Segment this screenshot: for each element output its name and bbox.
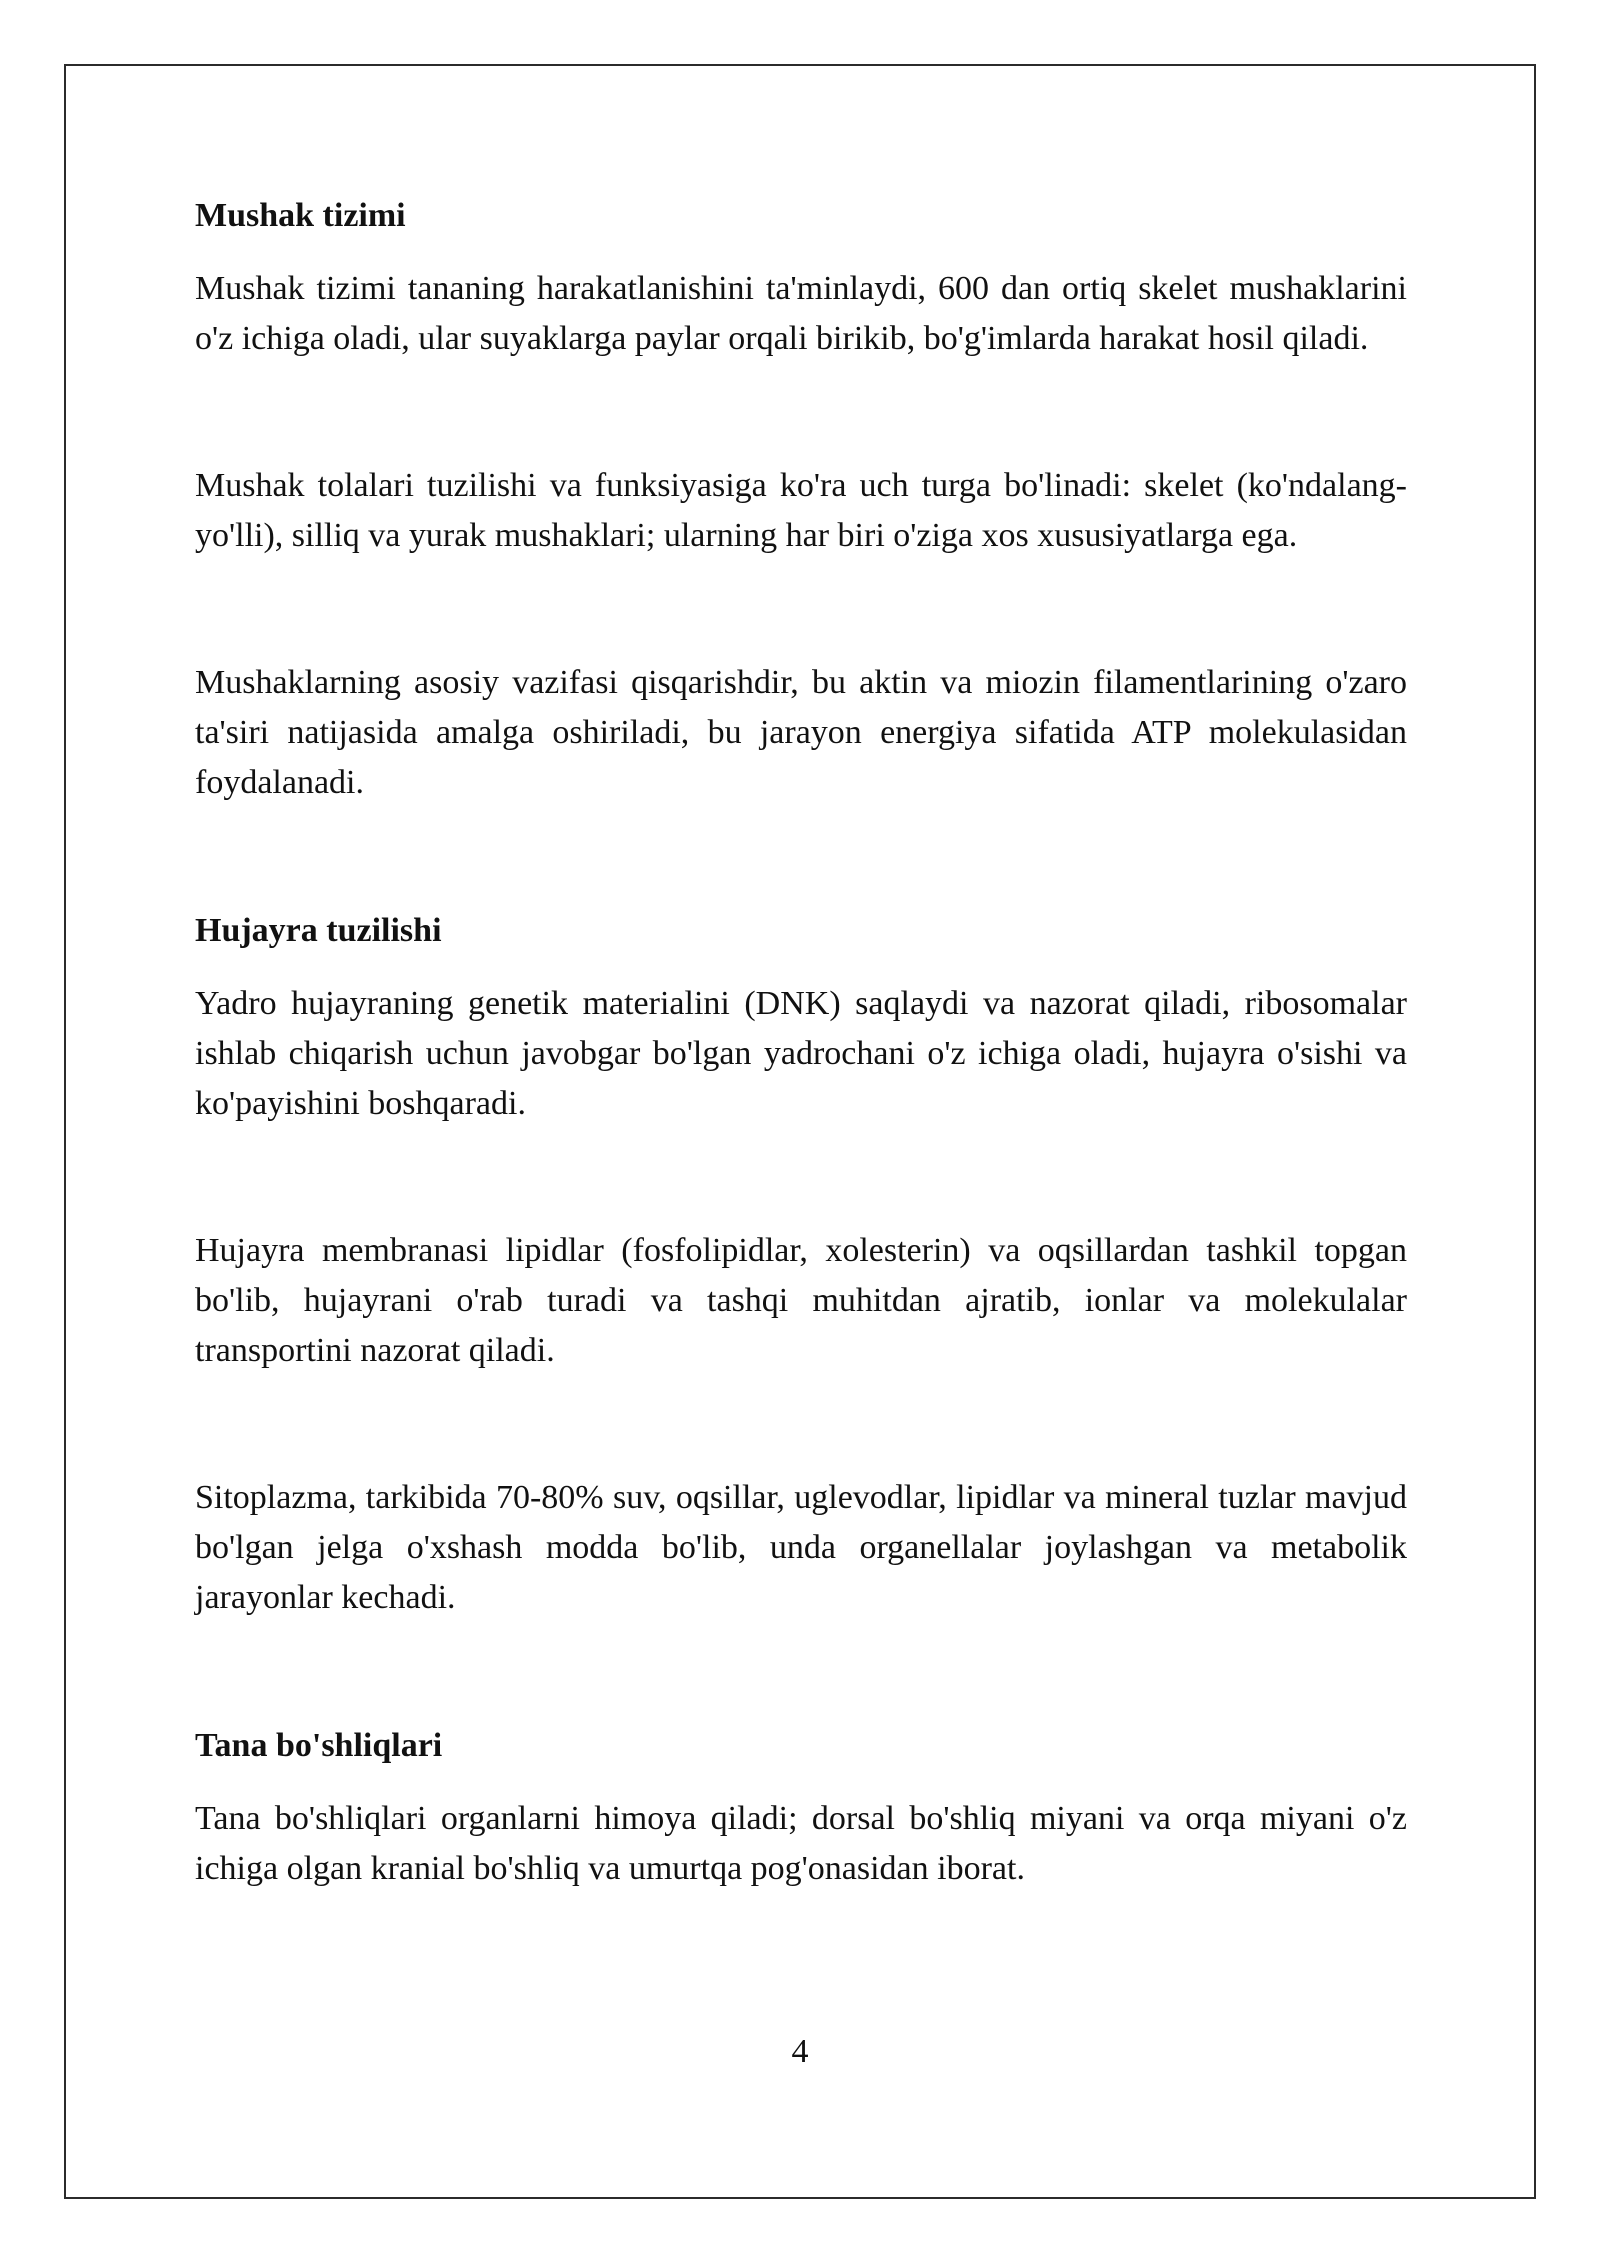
paragraph: Yadro hujayraning genetik materialini (DNK) saqlaydi va nazorat qiladi, ribosomalar ishlab chiqarish uchun javobgar bo'lgan yadrochani o'z ichiga oladi, hujayra o'sishi va ko'payishini boshqaradi. (195, 985, 1407, 1122)
paragraph: Tana bo'shliqlari organlarni himoya qiladi; dorsal bo'shliq miyani va orqa miyani o'z ichiga olgan kranial bo'shliq va umurtqa pog'onasidan iborat. (195, 1800, 1407, 1887)
paragraph: Mushak tizimi tananing harakatlanishini ta'minlaydi, 600 dan ortiq skelet mushaklarini o'z ichiga oladi, ular suyaklarga paylar orqali birikib, bo'g'imlarda harakat hosil qiladi. (195, 270, 1407, 357)
paragraph: Mushak tolalari tuzilishi va funksiyasiga ko'ra uch turga bo'linadi: skelet (ko'ndalang-yo'lli), silliq va yurak mushaklari; ularning har biri o'ziga xos xususiyatlarga ega. (195, 467, 1407, 554)
paragraph: Mushaklarning asosiy vazifasi qisqarishdir, bu aktin va miozin filamentlarining o'zaro ta'siri natijasida amalga oshiriladi, bu jarayon energiya sifatida ATP molekulasidan foydalanadi. (195, 664, 1407, 801)
page-number: 4 (791, 2033, 809, 2070)
section-heading-body-cavities: Tana bo'shliqlari (195, 1727, 443, 1764)
paragraph: Sitoplazma, tarkibida 70-80% suv, oqsillar, uglevodlar, lipidlar va mineral tuzlar mavjud bo'lgan jelga o'xshash modda bo'lib, unda organellalar joylashgan va metabolik jarayonlar kechadi. (195, 1479, 1407, 1616)
page-content (195, 196, 1407, 1894)
section-heading-muscle-system: Mushak tizimi (195, 197, 406, 234)
section-heading-cell-structure: Hujayra tuzilishi (195, 912, 442, 949)
paragraph: Hujayra membranasi lipidlar (fosfolipidlar, xolesterin) va oqsillardan tashkil topgan bo'lib, hujayrani o'rab turadi va tashqi muhitdan ajratib, ionlar va molekulalar transportini nazorat qiladi. (195, 1232, 1407, 1369)
